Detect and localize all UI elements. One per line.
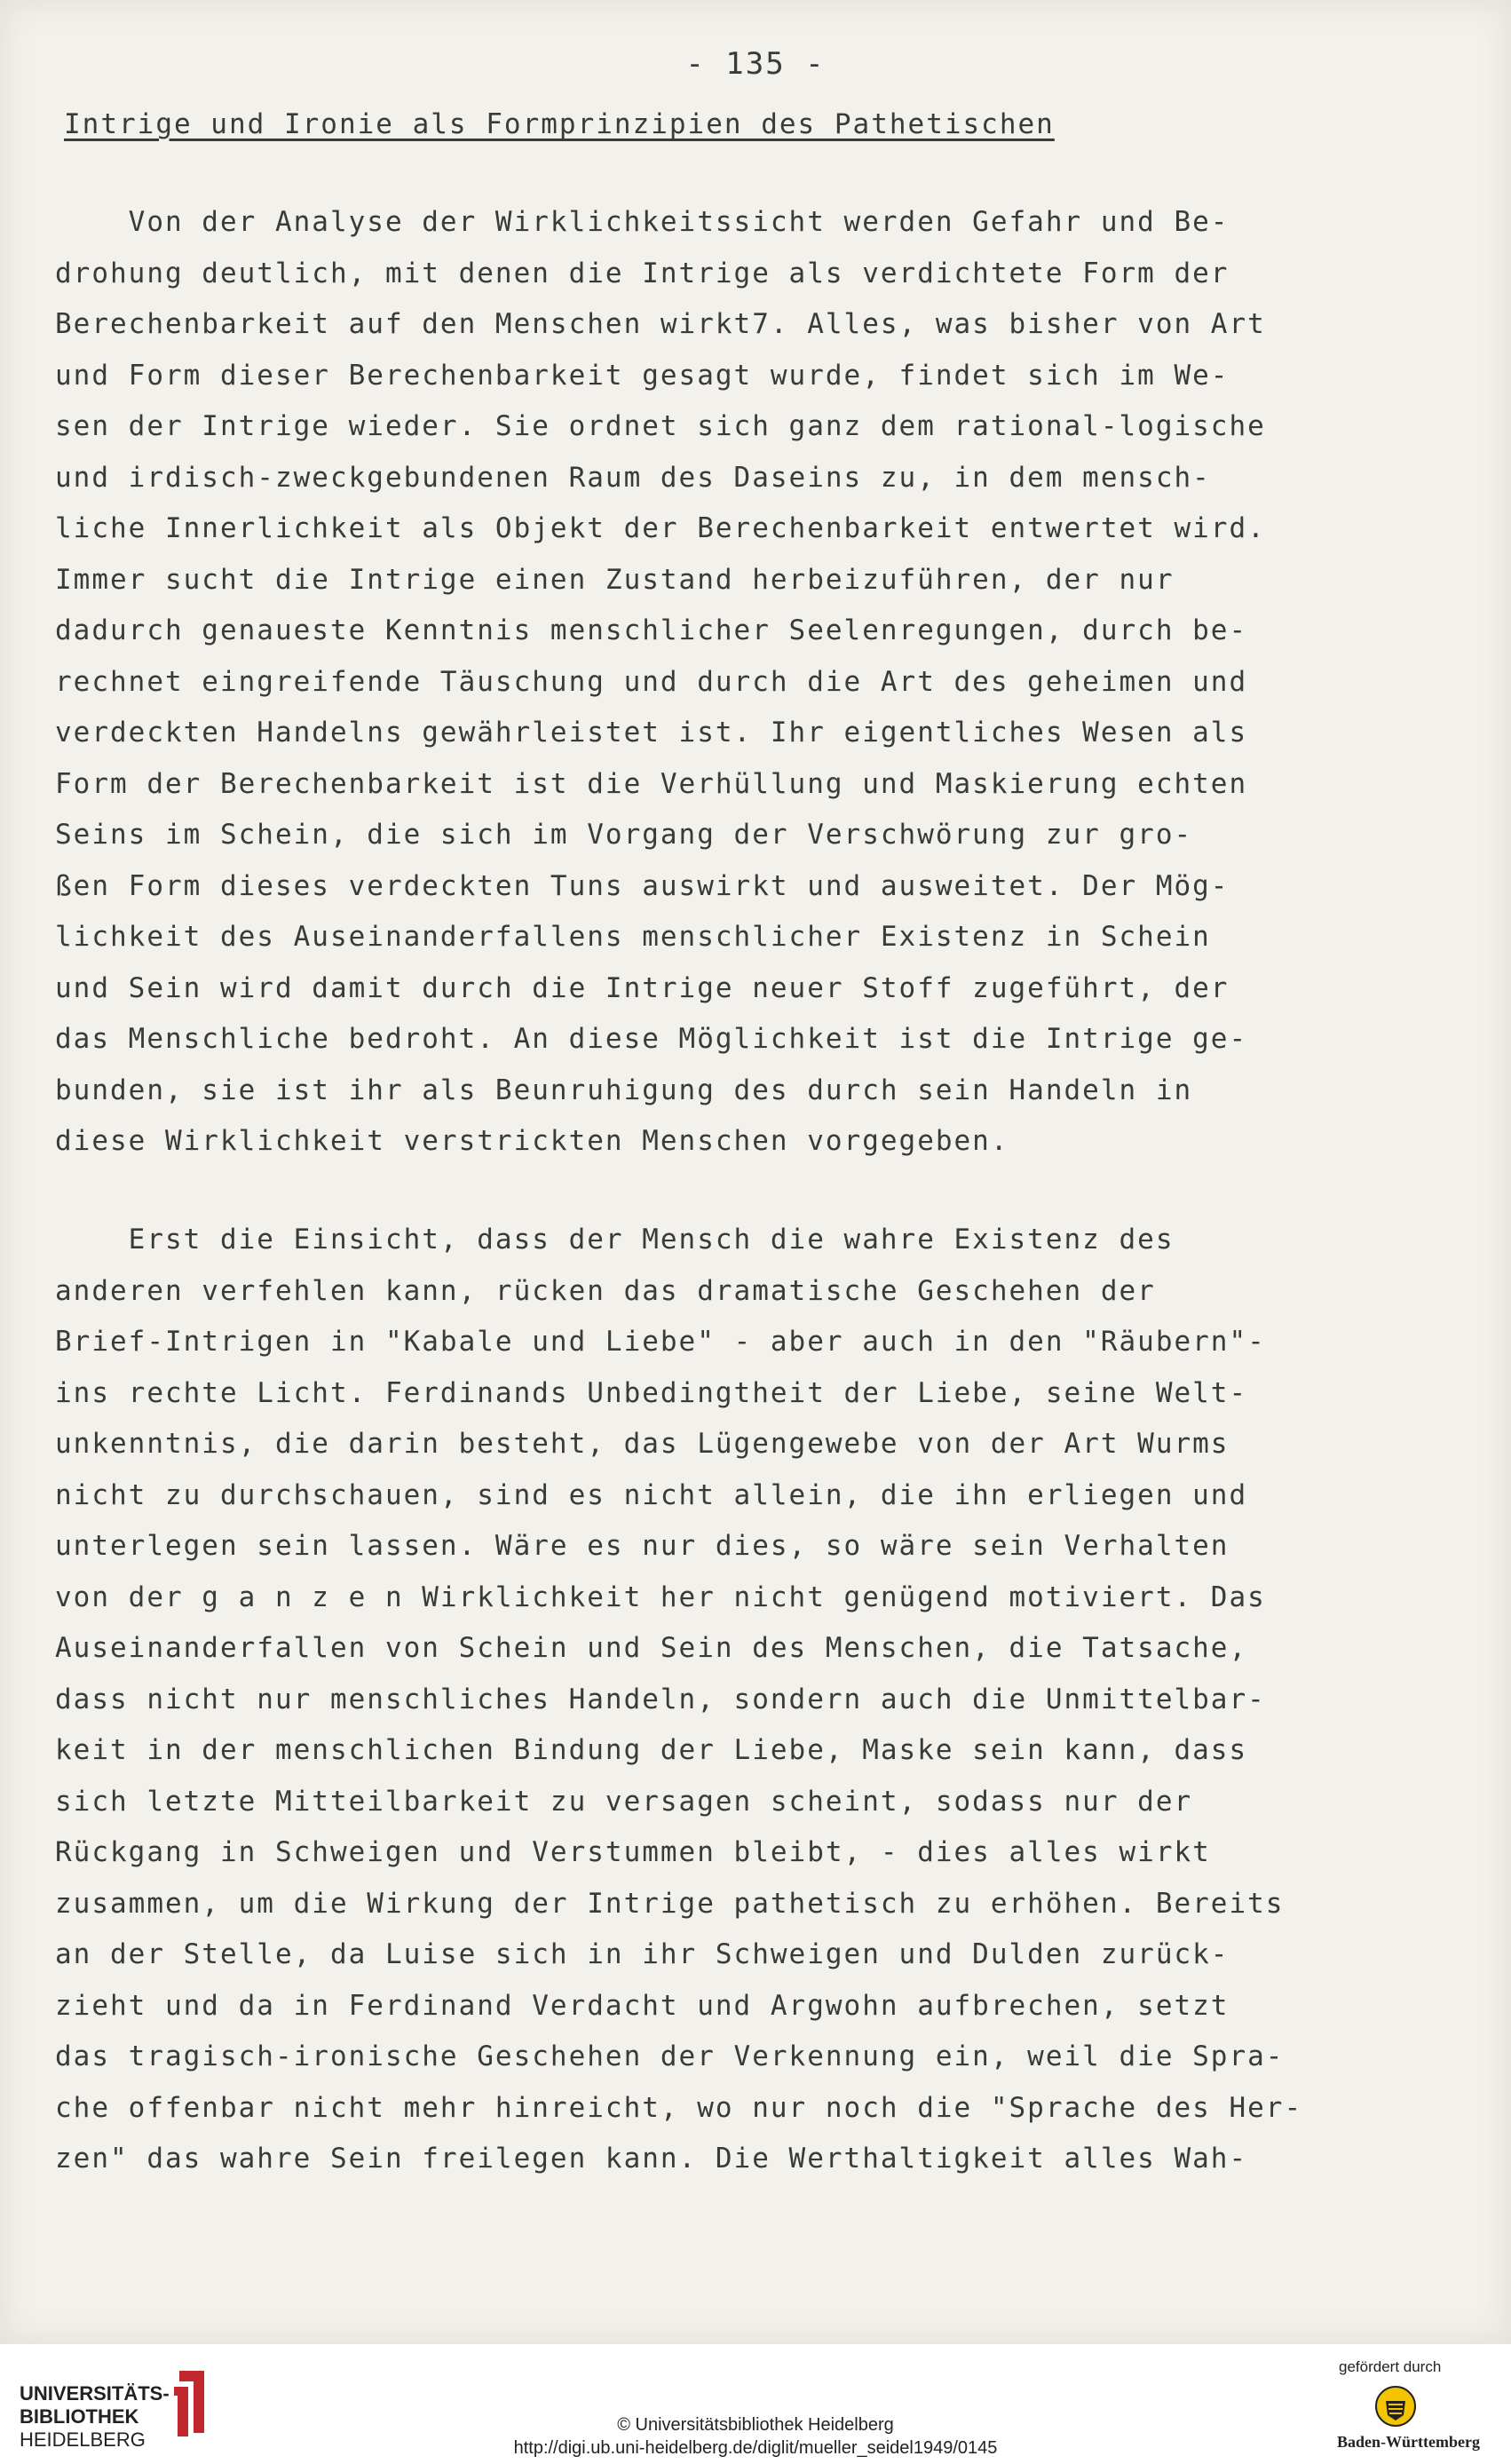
text-line: ßen Form dieses verdeckten Tuns auswirkt und ausweitet. Der Mög- [55, 869, 1230, 902]
text-line: liche Innerlichkeit als Objekt der Berechenbarkeit entwertet wird. [55, 512, 1266, 544]
text-line: Erst die Einsicht, dass der Mensch die wahre Existenz des [55, 1224, 1175, 1256]
baden-wuerttemberg-seal-icon [1374, 2385, 1417, 2428]
text-line: che offenbar nicht mehr hinreicht, wo nur noch die "Sprache des Her- [55, 2091, 1303, 2124]
text-line: Form der Berechenbarkeit ist die Verhüllung und Maskierung echten [55, 767, 1248, 800]
paragraph-1 [55, 197, 1266, 1168]
text-line: verdeckten Handelns gewährleistet ist. Ihr eigentliches Wesen als [55, 717, 1248, 749]
text-line: dadurch genaueste Kenntnis menschlicher Seelenregungen, durch be- [55, 614, 1248, 646]
text-line: zen" das wahre Sein freilegen kann. Die Werthaltigkeit alles Wah- [55, 2143, 1248, 2175]
page-number: - 135 - [685, 46, 826, 82]
text-line: bunden, sie ist ihr als Beunruhigung des durch sein Handeln in [55, 1074, 1193, 1106]
section-heading: Intrige und Ironie als Formprinzipien des Pathetischen [64, 108, 1055, 140]
text-line: unkenntnis, die darin besteht, das Lügengewebe von der Art Wurms [55, 1428, 1230, 1460]
library-name-line2: BIBLIOTHEK [20, 2405, 139, 2428]
text-line: nicht zu durchschauen, sind es nicht allein, die ihn erliegen und [55, 1478, 1248, 1511]
funder-name: Baden-Württemberg [1337, 2433, 1480, 2451]
text-line: rechnet eingreifende Täuschung und durch die Art des geheimen und [55, 665, 1248, 698]
text-line: das tragisch-ironische Geschehen der Verkennung ein, weil die Spra- [55, 2040, 1285, 2072]
source-url[interactable]: http://digi.ub.uni-heidelberg.de/diglit/mueller_seidel1949/0145 [513, 2438, 998, 2458]
text-line: unterlegen sein lassen. Wäre es nur dies, so wäre sein Verhalten [55, 1530, 1230, 1562]
text-line: und Sein wird damit durch die Intrige neuer Stoff zugeführt, der [55, 971, 1230, 1004]
text-line: von der g a n z e n Wirklichkeit her nicht genügend motiviert. Das [55, 1581, 1266, 1613]
paragraph-2 [55, 1215, 1302, 2185]
text-line: ins rechte Licht. Ferdinands Unbedingtheit der Liebe, seine Welt- [55, 1376, 1248, 1409]
text-line: Brief-Intrigen in "Kabale und Liebe" - aber auch in den "Räubern"- [55, 1326, 1266, 1358]
library-name-line1: UNIVERSITÄTS- [20, 2382, 170, 2405]
funded-by-label: gefördert durch [1339, 2358, 1442, 2375]
text-line: zieht und da in Ferdinand Verdacht und Argwohn aufbrechen, setzt [55, 1989, 1230, 2022]
text-line: Auseinanderfallen von Schein und Sein des Menschen, die Tatsache, [55, 1632, 1248, 1664]
text-line: zusammen, um die Wirkung der Intrige pathetisch zu erhöhen. Bereits [55, 1887, 1285, 1920]
text-line: anderen verfehlen kann, rücken das dramatische Geschehen der [55, 1274, 1156, 1307]
text-line: Berechenbarkeit auf den Menschen wirkt7. Alles, was bisher von Art [55, 308, 1266, 340]
text-line: Seins im Schein, die sich im Vorgang der Verschwörung zur gro- [55, 819, 1193, 851]
library-name-line3: HEIDELBERG [20, 2428, 146, 2451]
text-line: Von der Analyse der Wirklichkeitssicht werden Gefahr und Be- [55, 206, 1230, 238]
text-line: lichkeit des Auseinanderfallens menschlicher Existenz in Schein [55, 921, 1211, 953]
text-line: an der Stelle, da Luise sich in ihr Schweigen und Dulden zurück- [55, 1938, 1230, 1970]
text-line: drohung deutlich, mit denen die Intrige als verdichtete Form der [55, 257, 1230, 289]
text-line: das Menschliche bedroht. An diese Möglichkeit ist die Intrige ge- [55, 1023, 1248, 1055]
text-line: und irdisch-zweckgebundenen Raum des Daseins zu, in dem mensch- [55, 461, 1211, 494]
text-line: dass nicht nur menschliches Handeln, sondern auch die Unmittelbar- [55, 1683, 1266, 1715]
text-line: und Form dieser Berechenbarkeit gesagt wurde, findet sich im We- [55, 359, 1230, 392]
text-line: sich letzte Mitteilbarkeit zu versagen scheint, sodass nur der [55, 1785, 1193, 1818]
copyright-notice: © Universitätsbibliothek Heidelberg [617, 2415, 894, 2435]
text-line: keit in der menschlichen Bindung der Liebe, Maske sein kann, dass [55, 1734, 1248, 1766]
text-line: diese Wirklichkeit verstrickten Menschen vorgegeben. [55, 1125, 1009, 1157]
text-line: sen der Intrige wieder. Sie ordnet sich ganz dem rational-logische [55, 410, 1266, 442]
text-line: Rückgang in Schweigen und Verstummen bleibt, - dies alles wirkt [55, 1836, 1211, 1868]
text-line: Immer sucht die Intrige einen Zustand herbeizuführen, der nur [55, 563, 1175, 596]
